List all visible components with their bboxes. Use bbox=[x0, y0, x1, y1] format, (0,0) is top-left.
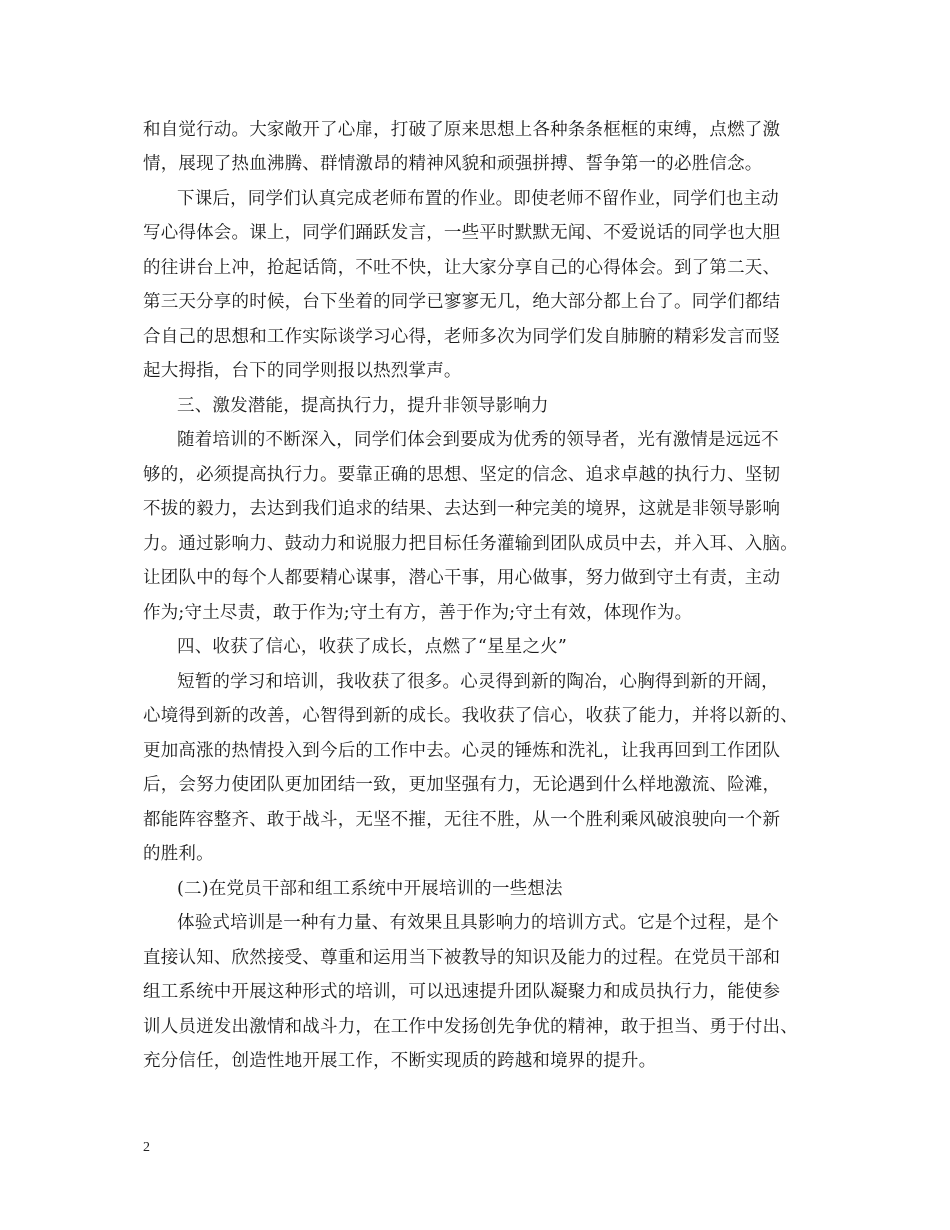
text-line: 直接认知、欣然接受、尊重和运用当下被教导的知识及能力的过程。在党员干部和 bbox=[143, 948, 781, 968]
section-heading: 四、收获了信心，收获了成长，点燃了“星星之火” bbox=[177, 637, 567, 657]
section-heading: 三、激发潜能，提高执行力，提升非领导影响力 bbox=[177, 396, 549, 416]
text-line: 和自觉行动。大家敞开了心扉，打破了原来思想上各种条条框框的束缚，点燃了激 bbox=[143, 120, 781, 140]
text-line: 作为;守土尽责，敢于作为;守土有方，善于作为;守土有效，体现作为。 bbox=[143, 603, 693, 623]
text-line: 不拔的毅力，去达到我们追求的结果、去达到一种完美的境界，这就是非领导影响 bbox=[143, 499, 781, 519]
text-line: 合自己的思想和工作实际谈学习心得，老师多次为同学们发自肺腑的精彩发言而竖 bbox=[143, 327, 781, 347]
text-line: 更加高涨的热情投入到今后的工作中去。心灵的锤炼和洗礼，让我再回到工作团队 bbox=[143, 741, 781, 761]
text-line: 的往讲台上冲，抢起话筒，不吐不快，让大家分享自己的心得体会。到了第二天、 bbox=[143, 258, 781, 278]
text-line: 短暂的学习和培训，我收获了很多。心灵得到新的陶冶，心胸得到新的开阔， bbox=[177, 672, 779, 692]
text-line: 都能阵容整齐、敢于战斗，无坚不摧，无往不胜，从一个胜利乘风破浪驶向一个新 bbox=[143, 810, 781, 830]
text-line: 情，展现了热血沸腾、群情激昂的精神风貌和顽强拼搏、誓争第一的必胜信念。 bbox=[143, 154, 763, 174]
text-line: 训人员迸发出激情和战斗力，在工作中发扬创先争优的精神，敢于担当、勇于付出、 bbox=[143, 1017, 798, 1037]
text-line: 体验式培训是一种有力量、有效果且具影响力的培训方式。它是个过程，是个 bbox=[177, 913, 779, 933]
text-line: 充分信任，创造性地开展工作，不断实现质的跨越和境界的提升。 bbox=[143, 1051, 657, 1071]
page-number: 2 bbox=[143, 1140, 150, 1155]
text-line: 起大拇指，台下的同学则报以热烈掌声。 bbox=[143, 361, 462, 381]
text-line: 第三天分享的时候，台下坐着的同学已寥寥无几，绝大部分都上台了。同学们都结 bbox=[143, 292, 781, 312]
text-line: 组工系统中开展这种形式的培训，可以迅速提升团队凝聚力和成员执行力，能使参 bbox=[143, 982, 781, 1002]
text-line: 力。通过影响力、鼓动力和说服力把目标任务灌输到团队成员中去，并入耳、入脑。 bbox=[143, 534, 798, 554]
text-line: 后，会努力使团队更加团结一致，更加坚强有力，无论遇到什么样地激流、险滩， bbox=[143, 775, 781, 795]
text-line: 下课后，同学们认真完成老师布置的作业。即使老师不留作业，同学们也主动 bbox=[177, 189, 779, 209]
section-heading: (二)在党员干部和组工系统中开展培训的一些想法 bbox=[177, 879, 563, 899]
text-line: 随着培训的不断深入，同学们体会到要成为优秀的领导者，光有激情是远远不 bbox=[177, 430, 779, 450]
text-line: 写心得体会。课上，同学们踊跃发言，一些平时默默无闻、不爱说话的同学也大胆 bbox=[143, 223, 781, 243]
text-line: 让团队中的每个人都要精心谋事，潜心干事，用心做事，努力做到守土有责，主动 bbox=[143, 568, 781, 588]
text-line: 够的，必须提高执行力。要靠正确的思想、坚定的信念、追求卓越的执行力、坚韧 bbox=[143, 465, 781, 485]
text-line: 心境得到新的改善，心智得到新的成长。我收获了信心，收获了能力，并将以新的、 bbox=[143, 706, 798, 726]
text-line: 的胜利。 bbox=[143, 844, 214, 864]
